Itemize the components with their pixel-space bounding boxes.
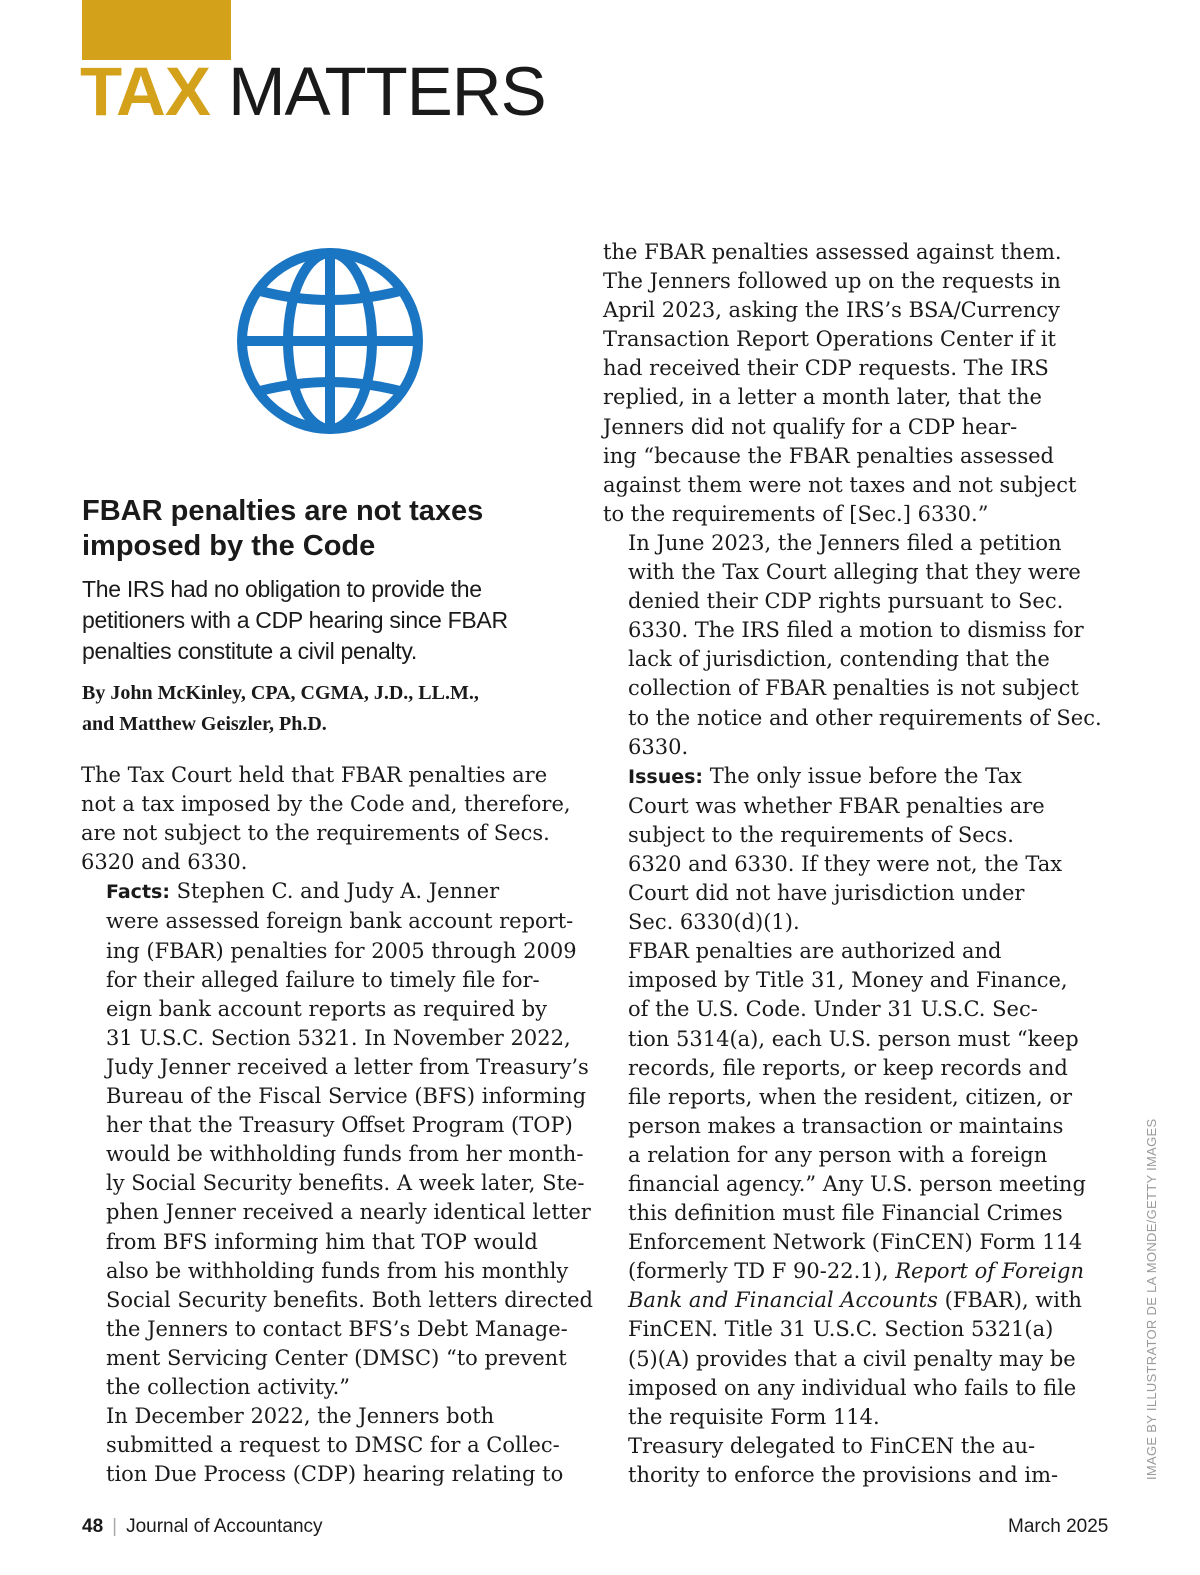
- article-headline: FBAR penalties are not taxes imposed by the Code: [82, 495, 484, 562]
- paragraph-delegation: [603, 1432, 1108, 1490]
- text-line: replied, in a letter a month later, that the: [603, 385, 1042, 410]
- text-line: ment Servicing Center (DMSC) “to prevent: [106, 1345, 567, 1370]
- text-line: Transaction Report Operations Center if it: [603, 327, 1056, 352]
- text-line: The only issue before the Tax: [709, 763, 1022, 788]
- text-line: to the notice and other requirements of Sec.: [628, 705, 1102, 730]
- text-line: Stephen C. and Judy A. Jenner: [176, 879, 500, 904]
- article-byline: [82, 678, 582, 740]
- paragraph-petition: [603, 529, 1108, 762]
- text-line: submitted a request to DMSC for a Collec-: [106, 1433, 560, 1458]
- text-line: In December 2022, the Jenners both: [106, 1404, 495, 1429]
- paragraph-continued: [603, 238, 1108, 529]
- text-line: (5)(A) provides that a civil penalty may be: [628, 1346, 1076, 1371]
- publication-name: Journal of Accountancy: [126, 1516, 323, 1537]
- text-line: tion 5314(a), each U.S. person must “keep: [628, 1026, 1079, 1051]
- text-line: for their alleged failure to timely file for-: [106, 967, 540, 992]
- text-line: imposed on any individual who fails to file: [628, 1375, 1077, 1400]
- text-line: ly Social Security benefits. A week later, Ste-: [106, 1171, 585, 1196]
- article-column-right: [603, 238, 1108, 1490]
- text-line: FBAR penalties are authorized and: [628, 939, 1002, 964]
- text-line: this definition must file Financial Crimes: [628, 1201, 1063, 1226]
- paragraph-request: [81, 1402, 586, 1489]
- text-line: lack of jurisdiction, contending that the: [628, 647, 1050, 672]
- byline-line: and Matthew Geiszler, Ph.D.: [82, 713, 327, 735]
- text-line: FinCEN. Title 31 U.S.C. Section 5321(a): [628, 1317, 1054, 1342]
- paragraph-intro: The Tax Court held that FBAR penalties are not a tax imposed by the Code and, therefore, are not subject to the requirements of Secs. 6320 and 6330.: [81, 763, 571, 875]
- section-title-tax: TAX: [80, 53, 210, 130]
- text-line: Court was whether FBAR penalties are: [628, 793, 1045, 818]
- paragraph-issues: [603, 762, 1108, 938]
- text-line: 6320 and 6330. If they were not, the Tax: [628, 851, 1063, 876]
- text-line: of the U.S. Code. Under 31 U.S.C. Sec-: [628, 997, 1038, 1022]
- form-reference: (formerly TD F 90-22.1),: [628, 1259, 889, 1284]
- text-line: Social Security benefits. Both letters directed: [106, 1287, 593, 1312]
- page-number: 48: [82, 1516, 104, 1537]
- text-line: would be withholding funds from her month-: [106, 1142, 584, 1167]
- text-line: were assessed foreign bank account report-: [106, 909, 574, 934]
- text-line: Jenners did not qualify for a CDP hear-: [603, 414, 1018, 439]
- text-line: phen Jenner received a nearly identical letter: [106, 1200, 591, 1225]
- footer-separator: |: [112, 1516, 118, 1537]
- text-line: the Jenners to contact BFS’s Debt Manage-: [106, 1316, 568, 1341]
- text-line: [603, 1286, 1108, 1315]
- text-line: thority to enforce the provisions and im-: [628, 1462, 1059, 1487]
- text-line: 6330.: [628, 734, 689, 759]
- form-reference-tail: (FBAR), with: [944, 1288, 1082, 1313]
- text-line: ing (FBAR) penalties for 2005 through 2009: [106, 938, 577, 963]
- issues-label: Issues:: [628, 765, 704, 788]
- section-title: [80, 52, 546, 132]
- text-line: The Jenners followed up on the requests in: [603, 269, 1061, 294]
- text-line: [603, 1257, 1108, 1286]
- text-line: from BFS informing him that TOP would: [106, 1229, 538, 1254]
- text-line: denied their CDP rights pursuant to Sec.: [628, 589, 1064, 614]
- facts-label: Facts:: [106, 881, 170, 904]
- text-line: In June 2023, the Jenners filed a petition: [628, 530, 1062, 555]
- text-line: the collection activity.”: [106, 1374, 351, 1399]
- text-line: person makes a transaction or maintains: [628, 1113, 1064, 1138]
- form-title: Report of Foreign: [895, 1259, 1084, 1284]
- text-line: April 2023, asking the IRS’s BSA/Currency: [603, 298, 1060, 323]
- section-title-matters: MATTERS: [228, 53, 546, 130]
- text-line: imposed by Title 31, Money and Finance,: [628, 968, 1068, 993]
- text-line: tion Due Process (CDP) hearing relating to: [106, 1462, 564, 1487]
- text-line: Treasury delegated to FinCEN the au-: [628, 1433, 1036, 1458]
- text-line: Court did not have jurisdiction under: [628, 881, 1025, 906]
- article-column-left: [81, 761, 593, 1489]
- article-dek: The IRS had no obligation to provide the petitioners with a CDP hearing since FBAR penalties constitute a civil penalty.: [82, 576, 508, 664]
- issue-date: March 2025: [1008, 1516, 1109, 1537]
- text-line: Judy Jenner received a letter from Treasury’s: [106, 1054, 589, 1079]
- text-line: to the requirements of [Sec.] 6330.”: [603, 501, 989, 526]
- masthead-accent-bar: [82, 0, 231, 60]
- text-line: Sec. 6330(d)(1).: [628, 910, 800, 935]
- text-line: the requisite Form 114.: [628, 1404, 880, 1429]
- text-line: against them were not taxes and not subject: [603, 472, 1077, 497]
- text-line: financial agency.” Any U.S. person meeting: [628, 1172, 1086, 1196]
- byline-line: By John McKinley, CPA, CGMA, J.D., LL.M.,: [82, 682, 479, 704]
- page-footer-left: [82, 1516, 323, 1538]
- text-line: a relation for any person with a foreign: [628, 1142, 1048, 1167]
- text-line: eign bank account reports as required by: [106, 996, 548, 1021]
- text-line: Bureau of the Fiscal Service (BFS) informing: [106, 1084, 587, 1109]
- text-line: with the Tax Court alleging that they were: [628, 560, 1081, 585]
- text-line: records, file reports, or keep records and: [628, 1055, 1068, 1080]
- text-line: 31 U.S.C. Section 5321. In November 2022,: [106, 1025, 571, 1050]
- text-line: subject to the requirements of Secs.: [628, 822, 1014, 847]
- text-line: collection of FBAR penalties is not subject: [628, 676, 1079, 701]
- text-line: the FBAR penalties assessed against them.: [603, 240, 1062, 264]
- text-line: 6330. The IRS filed a motion to dismiss for: [628, 618, 1084, 643]
- text-line: her that the Treasury Offset Program (TOP): [106, 1113, 573, 1138]
- paragraph-facts: [81, 877, 593, 1402]
- form-title: Bank and Financial Accounts: [628, 1288, 938, 1313]
- globe-icon: [230, 245, 430, 445]
- text-line: Enforcement Network (FinCEN) Form 114: [628, 1230, 1083, 1255]
- text-line: file reports, when the resident, citizen, or: [628, 1084, 1073, 1109]
- text-line: had received their CDP requests. The IRS: [603, 356, 1049, 381]
- text-line: also be withholding funds from his monthly: [106, 1258, 569, 1283]
- image-credit: IMAGE BY ILLUSTRATOR DE LA MONDE/GETTY IMAGES: [1144, 1118, 1159, 1480]
- paragraph-authority: [603, 937, 1108, 1432]
- text-line: ing “because the FBAR penalties assessed: [603, 443, 1054, 468]
